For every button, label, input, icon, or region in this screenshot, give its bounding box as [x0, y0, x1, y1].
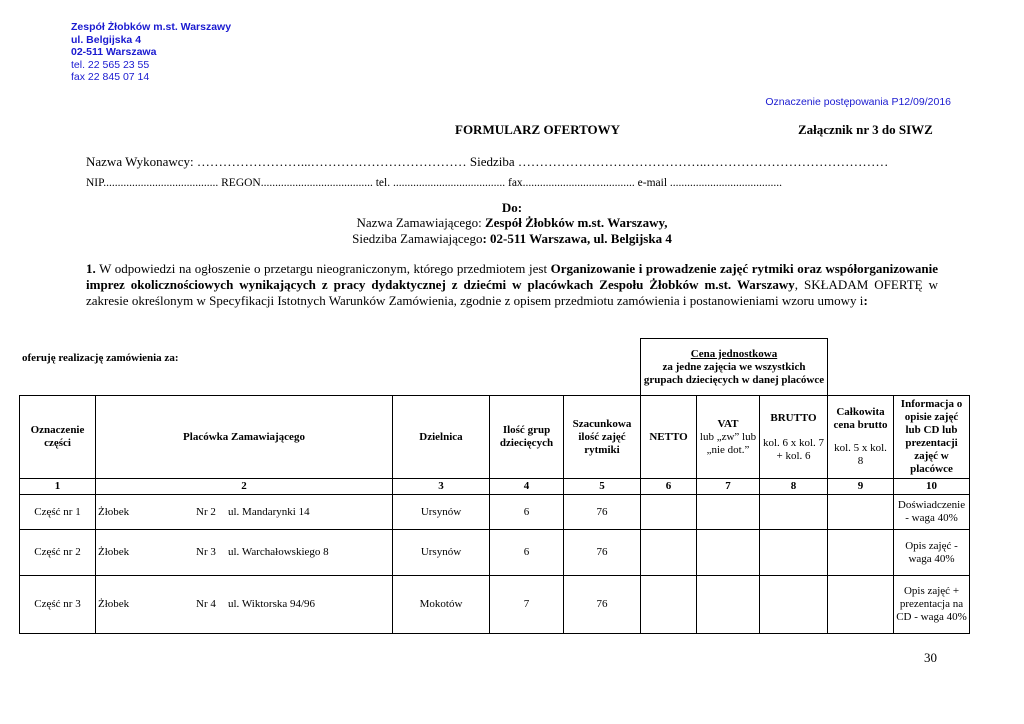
col-header-vat: [697, 396, 760, 479]
order-subject: Organizowanie i prowadzenie zajęć rytmiki oraz współorganizowanie imprez okolicznościowych wynikających z pracy dydaktycznej z dziećmi w placówkach Zespołu Żłobków m.st. Warszawy: [86, 261, 938, 292]
row-part: Część nr 3: [20, 576, 96, 634]
col-header-brutto: [760, 396, 828, 479]
to-label: Do:: [501, 200, 523, 215]
buyer-seat-line: [86, 231, 938, 247]
total-title: Całkowita cena brutto: [833, 406, 888, 431]
netto-cell[interactable]: [641, 495, 697, 530]
row-info: Doświadczenie - waga 40%: [894, 495, 970, 530]
org-header: [71, 21, 231, 84]
facility-address: ul. Mandarynki 14: [228, 505, 310, 518]
col-header-part: Oznaczenie części: [20, 396, 96, 479]
total-cell[interactable]: [828, 495, 894, 530]
row-district: Ursynów: [393, 495, 490, 530]
org-fax: fax 22 845 07 14: [71, 71, 150, 83]
col-header-district: Dzielnica: [393, 396, 490, 479]
row-info: Opis zajęć - waga 40%: [894, 530, 970, 576]
buyer-name-prefix: Nazwa Zamawiającego:: [356, 215, 485, 230]
row-facility: [96, 530, 393, 576]
col-header-estimate: Szacunkowa ilość zajęć rytmiki: [564, 396, 641, 479]
org-street: ul. Belgijska 4: [71, 33, 142, 46]
facility-number: Nr 2: [196, 505, 216, 518]
row-facility: [96, 495, 393, 530]
col-header-groups: Ilość grup dziecięcych: [490, 396, 564, 479]
row-estimate: 76: [564, 495, 641, 530]
col-number: 6: [641, 479, 697, 495]
col-number: 8: [760, 479, 828, 495]
paragraph-text-1: W odpowiedzi na ogłoszenie o przetargu nieograniczonym, którego przedmiotem jest: [95, 261, 551, 276]
buyer-name-line: [86, 215, 938, 231]
vat-note: lub „zw” lub „nie dot.”: [699, 430, 757, 456]
netto-cell[interactable]: [641, 576, 697, 634]
buyer-name: Zespół Żłobków m.st. Warszawy,: [484, 215, 668, 230]
brutto-cell[interactable]: [760, 576, 828, 634]
price-group-title: Cena jednostkowa: [690, 347, 778, 360]
vat-cell[interactable]: [697, 530, 760, 576]
col-number: 10: [894, 479, 970, 495]
vat-title: VAT: [717, 417, 739, 430]
facility-type: Żłobek: [98, 546, 130, 558]
price-group-subtitle: za jedne zajęcia we wszystkich grupach dziecięcych w danej placówce: [643, 360, 825, 386]
col-number: 5: [564, 479, 641, 495]
total-cell[interactable]: [828, 576, 894, 634]
table-row: [20, 530, 970, 576]
netto-cell[interactable]: [641, 530, 697, 576]
row-groups: 6: [490, 495, 564, 530]
row-district: Mokotów: [393, 576, 490, 634]
col-header-netto: NETTO: [641, 396, 697, 479]
vat-cell[interactable]: [697, 495, 760, 530]
row-groups: 7: [490, 576, 564, 634]
paragraph-number: 1.: [86, 261, 96, 276]
facility-type: Żłobek: [98, 598, 130, 610]
row-part: Część nr 2: [20, 530, 96, 576]
contractor-line: Nazwa Wykonawcy: ……………………...……………………………… Siedziba ……………………………………..……………………………………: [86, 154, 889, 169]
row-groups: 6: [490, 530, 564, 576]
org-tel: tel. 22 565 23 55: [71, 58, 150, 71]
paragraph-colon: :: [863, 293, 868, 308]
attachment-label: Załącznik nr 3 do SIWZ: [798, 122, 933, 137]
brutto-title: BRUTTO: [770, 411, 817, 424]
contact-line: NIP........................................ REGON....................................... tel. ....................................... fax....................................... e-mail .......................................: [86, 177, 783, 189]
facility-address: ul. Wiktorska 94/96: [228, 598, 316, 610]
col-number: 4: [490, 479, 564, 495]
brutto-cell[interactable]: [760, 530, 828, 576]
table-row: [20, 576, 970, 634]
row-district: Ursynów: [393, 530, 490, 576]
paragraph-text-2: , SKŁADAM OFERTĘ w zakresie określonym w Specyfikacji Istotnych Warunków Zamówienia, zgodnie z opisem przedmiotu zamówienia i postanowieniami wzoru umowy i: [86, 277, 938, 308]
column-number-row: [20, 479, 970, 495]
col-number: 3: [393, 479, 490, 495]
col-number: 7: [697, 479, 760, 495]
brutto-cell[interactable]: [760, 495, 828, 530]
price-table: [19, 338, 970, 634]
org-name: Zespół Żłobków m.st. Warszawy: [71, 21, 232, 33]
facility-number: Nr 3: [196, 546, 216, 558]
brutto-note: kol. 6 x kol. 7 + kol. 6: [762, 436, 825, 462]
buyer-seat-prefix: Siedziba Zamawiającego: [352, 231, 483, 246]
table-row: [20, 495, 970, 530]
procedure-reference: Oznaczenie postępowania P12/09/2016: [765, 96, 951, 108]
facility-type: Żłobek: [98, 505, 130, 518]
price-group-header: [641, 339, 828, 396]
form-title: FORMULARZ OFERTOWY: [455, 122, 621, 137]
row-estimate: 76: [564, 530, 641, 576]
facility-address: ul. Warchałowskiego 8: [228, 546, 329, 558]
col-number: 2: [96, 479, 393, 495]
offer-label: oferuję realizację zamówienia za:: [22, 352, 179, 364]
row-info: Opis zajęć + prezentacja na CD - waga 40%: [894, 576, 970, 634]
col-header-total: [828, 396, 894, 479]
total-cell[interactable]: [828, 530, 894, 576]
row-estimate: 76: [564, 576, 641, 634]
vat-cell[interactable]: [697, 576, 760, 634]
col-header-info: Informacja o opisie zajęć lub CD lub prezentacji zajęć w placówce: [894, 396, 970, 479]
page-number: 30: [924, 650, 937, 665]
row-facility: [96, 576, 393, 634]
buyer-seat: : 02-511 Warszawa, ul. Belgijska 4: [482, 231, 672, 246]
row-part: Część nr 1: [20, 495, 96, 530]
offer-paragraph: [86, 261, 938, 309]
col-number: 9: [828, 479, 894, 495]
facility-number: Nr 4: [196, 598, 216, 610]
col-header-facility: Placówka Zamawiającego: [96, 396, 393, 479]
col-number: 1: [20, 479, 96, 495]
total-note: kol. 5 x kol. 8: [834, 442, 887, 467]
org-city: 02-511 Warszawa: [71, 46, 157, 58]
